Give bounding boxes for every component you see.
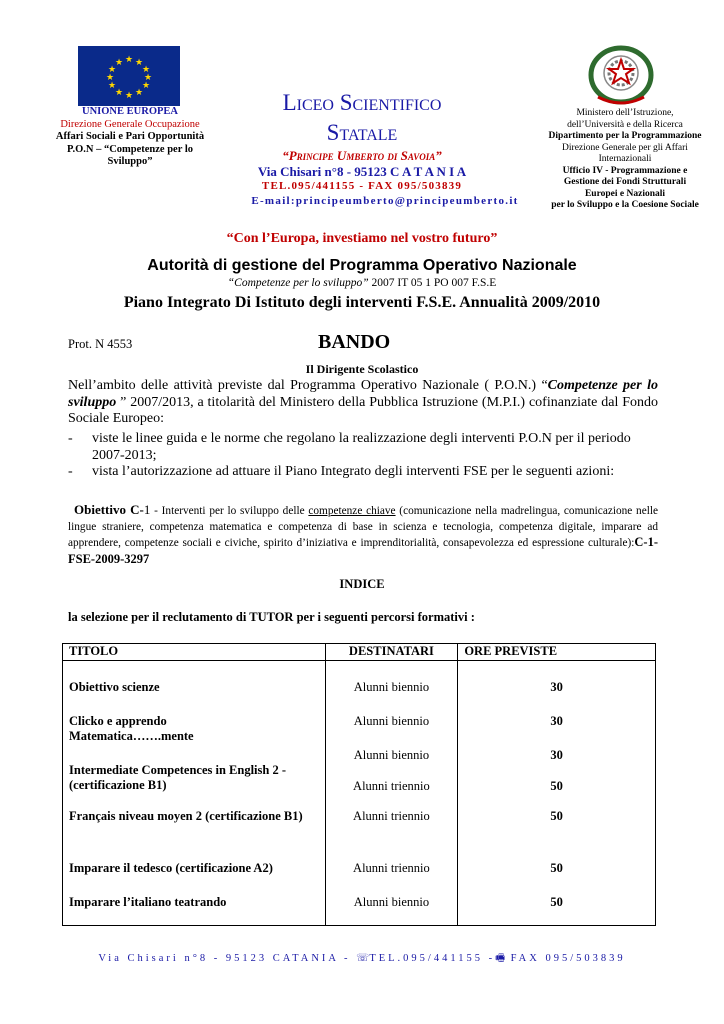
table-row xyxy=(63,809,656,861)
header-ore: ORE PREVISTE xyxy=(458,644,656,661)
ministry-line9: per lo Sviluppo e la Coesione Sociale xyxy=(551,200,699,210)
row-dest: Alunni biennio xyxy=(325,895,458,926)
objective-dash: - xyxy=(150,505,162,517)
footer-fax: FAX 095/503839 xyxy=(505,953,626,964)
row-title: Imparare l’italiano teatrando xyxy=(63,895,326,926)
table-header-row xyxy=(63,644,656,661)
row-ore: 50 xyxy=(458,763,656,809)
authority-subheading xyxy=(0,277,724,289)
eu-affairs: Affari Sociali e Pari Opportunità xyxy=(55,131,205,142)
row-ore: 50 xyxy=(458,809,656,861)
authority-sub-italic: “Competenze per lo sviluppo” xyxy=(227,277,369,289)
row-title: Clicko e apprendo xyxy=(63,695,326,729)
row-ore: 50 xyxy=(458,861,656,895)
ministry-line3: Dipartimento per la Programmazione xyxy=(548,131,702,141)
intro-start: Nell’ambito delle attività previste dal Programma Operativo Nazionale ( P.O.N.) “ xyxy=(68,378,548,393)
svg-text:★: ★ xyxy=(124,55,134,65)
eu-pon: P.O.N – “Competenze per lo xyxy=(67,143,193,155)
intro-paragraph xyxy=(68,378,658,428)
eu-label: UNIONE EUROPEA xyxy=(82,106,178,117)
svg-text:★: ★ xyxy=(134,88,144,98)
eu-flag xyxy=(78,46,180,106)
ministry-line8: Europei e Nazionali xyxy=(584,188,666,199)
row-dest: Alunni biennio xyxy=(325,729,458,763)
courses-table xyxy=(62,643,656,926)
plan-title: Piano Integrato Di Istituto degli interventi F.S.E. Annualità 2009/2010 xyxy=(123,294,601,311)
dirigente-heading: Il Dirigente Scolastico xyxy=(305,362,419,376)
row-ore: 50 xyxy=(458,895,656,926)
objective-paragraph xyxy=(68,502,658,568)
ministry-line1: Ministero dell’Istruzione, xyxy=(576,108,674,118)
objective-label: Obiettivo C- xyxy=(74,502,144,517)
eu-direction: Direzione Generale Occupazione xyxy=(60,118,200,130)
svg-text:★: ★ xyxy=(107,81,117,91)
table-row xyxy=(63,861,656,895)
objective-text: Interventi per lo sviluppo delle xyxy=(161,505,309,517)
svg-text:★: ★ xyxy=(143,73,153,83)
bullet-dash: - xyxy=(68,464,73,479)
intro-end: ” 2007/2013, a titolarità del Ministero della Pubblica Istruzione (M.P.I.) cofinanziate dal Fondo Sociale Europeo: xyxy=(68,394,658,426)
svg-text:★: ★ xyxy=(114,58,124,68)
selection-heading: la selezione per il reclutamento di TUTOR per i seguenti percorsi formativi : xyxy=(68,610,475,624)
svg-text:★: ★ xyxy=(114,88,124,98)
header-titolo: TITOLO xyxy=(63,644,326,661)
ministry-line2: dell’Università e della Ricerca xyxy=(567,119,683,130)
row-ore: 30 xyxy=(458,695,656,729)
svg-text:★: ★ xyxy=(141,65,151,75)
authority-sub-rest: 2007 IT 05 1 PO 007 F.S.E xyxy=(368,277,497,289)
svg-text:★: ★ xyxy=(124,91,134,101)
row-dest: Alunni biennio xyxy=(325,661,458,696)
row-title: Français niveau moyen 2 (certificazione B1) xyxy=(63,809,326,861)
school-title xyxy=(236,88,488,148)
row-ore: 30 xyxy=(458,661,656,696)
svg-text:★: ★ xyxy=(107,65,117,75)
row-dest: Alunni triennio xyxy=(325,861,458,895)
header-left-block xyxy=(40,106,220,169)
ministry-line6: Ufficio IV - Programmazione e xyxy=(562,165,688,176)
row-dest: Alunni biennio xyxy=(325,695,458,729)
indice-heading: INDICE xyxy=(339,577,385,591)
objective-code: C-1-FSE-2009-3297 xyxy=(68,535,658,566)
row-title: Intermediate Competences in English 2 - (certificazione B1) xyxy=(63,763,326,809)
row-ore: 30 xyxy=(458,729,656,763)
objective-key-competences: competenze chiave xyxy=(308,505,396,517)
eu-pon-cont: Sviluppo” xyxy=(107,156,153,167)
school-title-line1: Liceo Scientifico xyxy=(282,90,442,115)
school-email: E-mail:principeumberto@principeumberto.it xyxy=(251,195,519,207)
table-row xyxy=(63,729,656,763)
row-dest: Alunni triennio xyxy=(325,763,458,809)
table-row xyxy=(63,895,656,926)
phone-icon: ☏ xyxy=(356,953,370,964)
header-destinatari: DESTINATARI xyxy=(325,644,458,661)
school-title-line2: Statale xyxy=(326,120,398,145)
protocol-number: Prot. N 4553 xyxy=(68,337,133,351)
table-row xyxy=(63,695,656,729)
footer xyxy=(0,950,724,968)
list-item-text: vista l’autorizzazione ad attuare il Piano Integrato degli interventi FSE per le seguenti azioni: xyxy=(92,464,615,479)
table-row xyxy=(63,661,656,696)
italian-republic-emblem xyxy=(584,43,658,107)
authority-heading: Autorità di gestione del Programma Operativo Nazionale xyxy=(147,257,577,274)
footer-address: Via Chisari n°8 - 95123 CATANIA - xyxy=(98,953,357,964)
school-subtitle: “Principe Umberto di Savoia” xyxy=(282,148,442,163)
table-row xyxy=(63,763,656,809)
svg-text:★: ★ xyxy=(105,73,115,83)
row-title: Matematica…….mente xyxy=(63,729,326,763)
row-dest: Alunni triennio xyxy=(325,809,458,861)
intro-program-name: Competenze per lo sviluppo xyxy=(68,378,659,410)
list-item-text: viste le linee guida e le norme che regolano la realizzazione degli interventi P.O.N per il periodo 2007-2013; xyxy=(92,431,631,463)
ministry-line4: Direzione Generale per gli Affari xyxy=(562,142,688,153)
bando-title: BANDO xyxy=(318,331,391,353)
school-address: Via Chisari n°8 - 95123 C A T A N I A xyxy=(257,164,467,179)
school-tel: TEL.095/441155 - FAX 095/503839 xyxy=(261,180,463,192)
row-title: Obiettivo scienze xyxy=(63,661,326,696)
ministry-line5: Internazionali xyxy=(598,154,652,164)
slogan: “Con l’Europa, investiamo nel vostro futuro” xyxy=(226,231,498,246)
footer-tel: TEL.095/441155 - xyxy=(369,953,496,964)
objective-text-cont: (comunicazione nella madrelingua, comunicazione nelle lingue straniere, competenza matematica e competenza di base in scienza e tecnologia, competenza digitale, imparare ad apprendere, competenze sociali e civiche, spirito d’iniziativa e imprenditorialità, consapevolezza ed espressione culturale): xyxy=(68,505,658,549)
bullet-dash: - xyxy=(68,431,73,446)
fax-icon: 🖷 xyxy=(495,953,505,964)
svg-text:★: ★ xyxy=(134,58,144,68)
ministry-line7: Gestione dei Fondi Strutturali xyxy=(563,177,687,187)
row-title: Imparare il tedesco (certificazione A2) xyxy=(63,861,326,895)
objective-number: 1 xyxy=(143,502,151,517)
svg-text:★: ★ xyxy=(141,81,151,91)
header-right-block xyxy=(530,108,720,212)
